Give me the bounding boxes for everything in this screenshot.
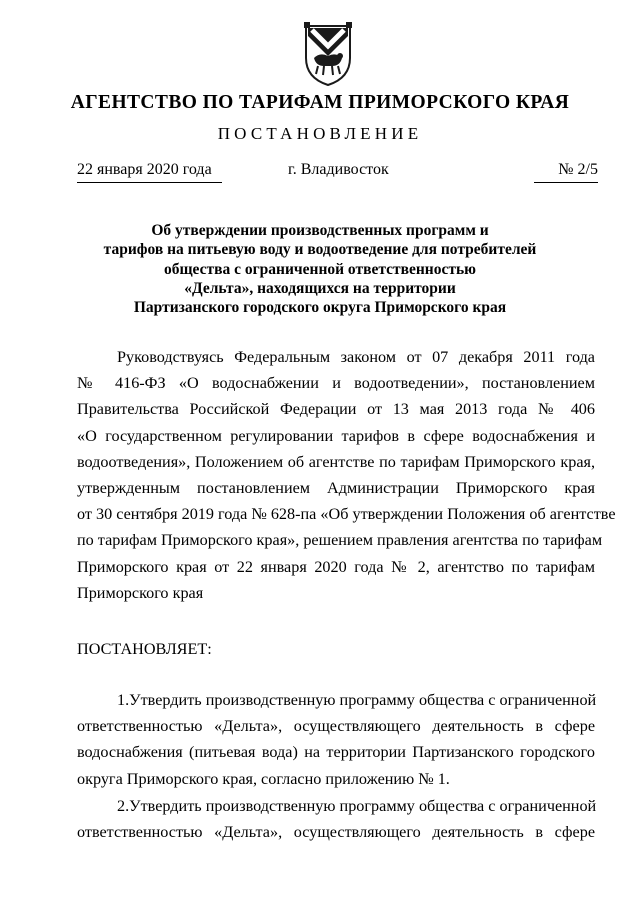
document-type: ПОСТАНОВЛЕНИЕ bbox=[217, 124, 423, 143]
intro-line: № 416-ФЗ «О водоснабжении и водоотведении», постановлением bbox=[77, 374, 595, 393]
agency-name: АГЕНТСТВО ПО ТАРИФАМ ПРИМОРСКОГО КРАЯ bbox=[70, 92, 570, 113]
intro-line: Правительства Российской Федерации от 13 мая 2013 года № 406 bbox=[77, 400, 595, 419]
intro-line: утвержденным постановлением Администрации Приморского края bbox=[77, 479, 595, 498]
item-text-line: ответственностью «Дельта», осуществляющего деятельность в сфере bbox=[77, 823, 595, 842]
item-text-line: ответственностью «Дельта», осуществляющего деятельность в сфере bbox=[77, 717, 595, 736]
title-line: тарифов на питьевую воду и водоотведение для потребителей bbox=[103, 241, 537, 259]
document-city: г. Владивосток bbox=[288, 161, 389, 178]
document-date: 22 января 2020 года bbox=[77, 161, 222, 183]
intro-line: водоотведения», Положением об агентстве по тарифам Приморского края, bbox=[77, 452, 595, 471]
item-number: 1. bbox=[117, 691, 130, 709]
document-title bbox=[100, 221, 540, 317]
intro-line: Приморского края bbox=[77, 583, 204, 602]
item-number: 2. bbox=[117, 797, 130, 815]
item-first-line bbox=[77, 793, 595, 819]
item-text-line: Утвердить производственную программу общества с ограниченной bbox=[129, 797, 597, 815]
coat-of-arms-icon bbox=[302, 22, 354, 88]
intro-line: «О государственном регулировании тарифов в сфере водоснабжения и bbox=[77, 426, 595, 445]
item-text-line: Утвердить производственную программу общества с ограниченной bbox=[129, 691, 597, 709]
title-line: Об утверждении производственных программ и bbox=[151, 222, 489, 239]
intro-line: от 30 сентября 2019 года № 628-па «Об утверждении Положения об агентстве bbox=[77, 505, 616, 524]
title-line: Партизанского городского округа Приморского края bbox=[133, 299, 507, 317]
resolution-item-2 bbox=[77, 793, 595, 845]
intro-line: Приморского края от 22 января 2020 года № 2, агентство по тарифам bbox=[77, 557, 595, 576]
item-text-line: водоснабжения (питьевая вода) на территории Партизанского городского bbox=[77, 743, 595, 762]
intro-line: по тарифам Приморского края», решением правления агентства по тарифам bbox=[77, 531, 603, 550]
intro-paragraph bbox=[77, 344, 616, 606]
title-line: общества с ограниченной ответственностью bbox=[163, 260, 477, 278]
title-line: «Дельта», находящихся на территории bbox=[184, 279, 456, 297]
item-text-line: округа Приморского края, согласно приложению № 1. bbox=[77, 769, 450, 788]
resolution-item-1 bbox=[77, 687, 595, 792]
intro-line: Руководствуясь Федеральным законом от 07 декабря 2011 года bbox=[117, 348, 595, 366]
resolve-heading: ПОСТАНОВЛЯЕТ: bbox=[77, 640, 212, 658]
item-first-line bbox=[77, 687, 595, 713]
document-number: № 2/5 bbox=[534, 161, 598, 183]
